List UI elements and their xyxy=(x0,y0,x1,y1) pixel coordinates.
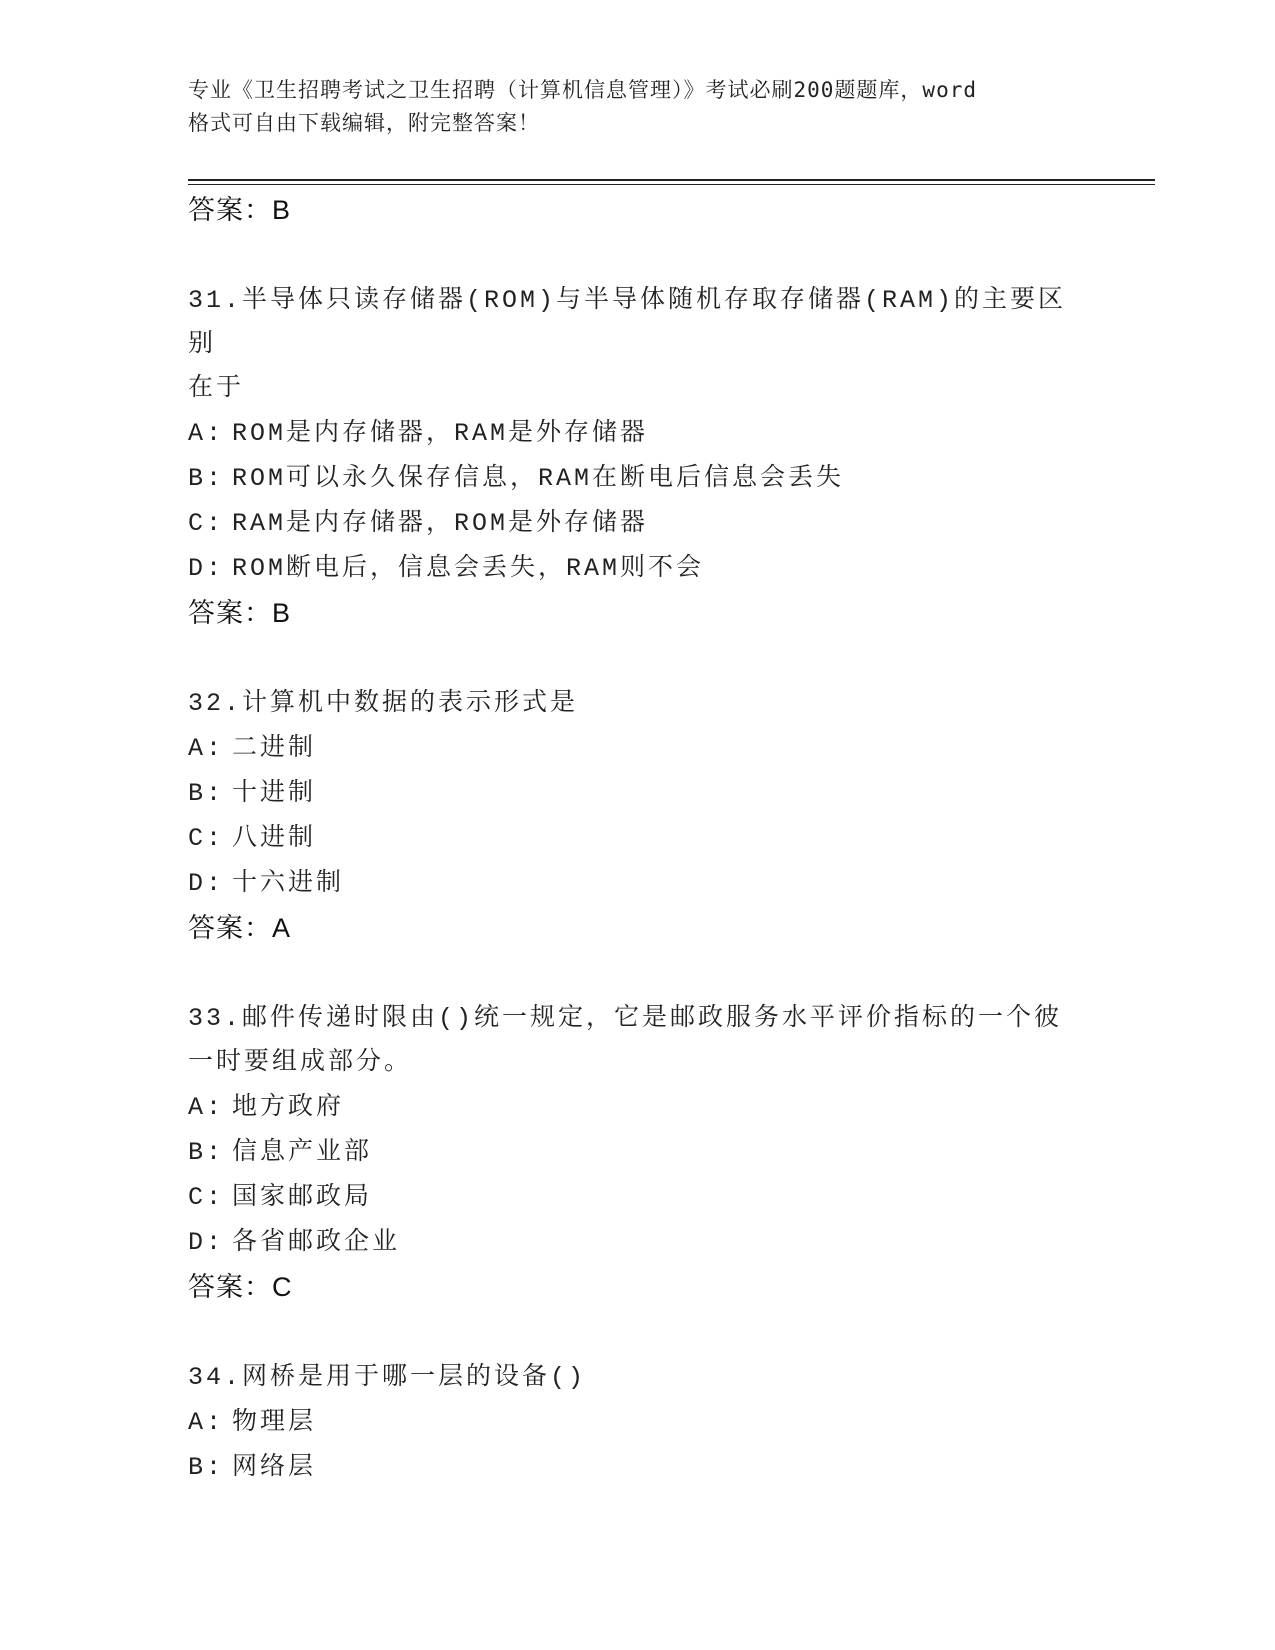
option-text: ROM可以永久保存信息，RAM在断电后信息会丢失 xyxy=(232,464,845,493)
answer-line: 答案：A xyxy=(188,913,292,943)
question-stem-line-1: 34.网桥是用于哪一层的设备() xyxy=(188,1363,587,1392)
option-letter: B: xyxy=(188,1138,225,1167)
spacer xyxy=(188,950,1088,997)
option-text: 国家邮政局 xyxy=(232,1183,373,1212)
option-letter: D: xyxy=(188,869,225,898)
header-divider xyxy=(188,179,1155,181)
spacer xyxy=(188,635,1088,682)
option-c xyxy=(188,501,1088,546)
spacer xyxy=(188,1309,1088,1356)
question-32 xyxy=(188,682,1088,950)
question-list xyxy=(188,188,1088,1490)
question-stem-line-1: 32.计算机中数据的表示形式是 xyxy=(188,689,579,718)
option-text: 各省邮政企业 xyxy=(232,1228,401,1257)
question-stem xyxy=(188,1356,1088,1400)
option-text: 十六进制 xyxy=(232,869,345,898)
document-header xyxy=(188,74,1088,140)
header-title-line-1: 专业《卫生招聘考试之卫生招聘（计算机信息管理）》考试必刷200题题库，word xyxy=(188,78,977,102)
question-stem xyxy=(188,997,1088,1085)
option-text: 物理层 xyxy=(232,1408,317,1437)
option-letter: A: xyxy=(188,1093,225,1122)
question-stem-line-1: 31.半导体只读存储器(ROM)与半导体随机存取存储器(RAM)的主要区别 xyxy=(188,286,1067,359)
spacer xyxy=(188,232,1088,279)
option-letter: B: xyxy=(188,464,225,493)
question-33 xyxy=(188,997,1088,1309)
question-stem-line-2: 在于 xyxy=(188,374,245,403)
option-a xyxy=(188,1400,1088,1445)
option-letter: D: xyxy=(188,1228,225,1257)
option-text: 网络层 xyxy=(232,1453,317,1482)
option-a xyxy=(188,1085,1088,1130)
header-divider-thin xyxy=(188,184,1155,185)
option-text: 十进制 xyxy=(232,779,317,808)
question-34 xyxy=(188,1356,1088,1490)
option-b xyxy=(188,1445,1088,1490)
answer-line: 答案：C xyxy=(188,1272,293,1302)
previous-answer: 答案：B xyxy=(188,195,292,225)
option-letter: B: xyxy=(188,779,225,808)
option-letter: C: xyxy=(188,509,225,538)
option-letter: A: xyxy=(188,419,225,448)
option-letter: A: xyxy=(188,734,225,763)
option-letter: D: xyxy=(188,554,225,583)
question-stem xyxy=(188,682,1088,726)
option-letter: C: xyxy=(188,1183,225,1212)
option-text: 二进制 xyxy=(232,734,317,763)
option-d xyxy=(188,861,1088,906)
option-c xyxy=(188,1175,1088,1220)
option-letter: C: xyxy=(188,824,225,853)
option-text: 八进制 xyxy=(232,824,317,853)
question-stem-line-1: 33.邮件传递时限由()统一规定，它是邮政服务水平评价指标的一个彼 xyxy=(188,1004,1063,1033)
option-c xyxy=(188,816,1088,861)
header-title-line-2: 格式可自由下载编辑，附完整答案！ xyxy=(188,111,540,135)
option-text: 信息产业部 xyxy=(232,1138,373,1167)
option-text: 地方政府 xyxy=(232,1093,345,1122)
option-b xyxy=(188,1130,1088,1175)
answer-line: 答案：B xyxy=(188,598,292,628)
question-stem-line-2: 一时要组成部分。 xyxy=(188,1048,413,1077)
option-text: ROM是内存储器，RAM是外存储器 xyxy=(232,419,649,448)
option-b xyxy=(188,456,1088,501)
option-text: RAM是内存储器，ROM是外存储器 xyxy=(232,509,649,538)
option-letter: A: xyxy=(188,1408,225,1437)
question-stem xyxy=(188,279,1088,411)
option-a xyxy=(188,726,1088,771)
option-text: ROM断电后，信息会丢失，RAM则不会 xyxy=(232,554,705,583)
option-a xyxy=(188,411,1088,456)
question-31 xyxy=(188,279,1088,635)
option-b xyxy=(188,771,1088,816)
option-d xyxy=(188,1220,1088,1265)
option-d xyxy=(188,546,1088,591)
option-letter: B: xyxy=(188,1453,225,1482)
